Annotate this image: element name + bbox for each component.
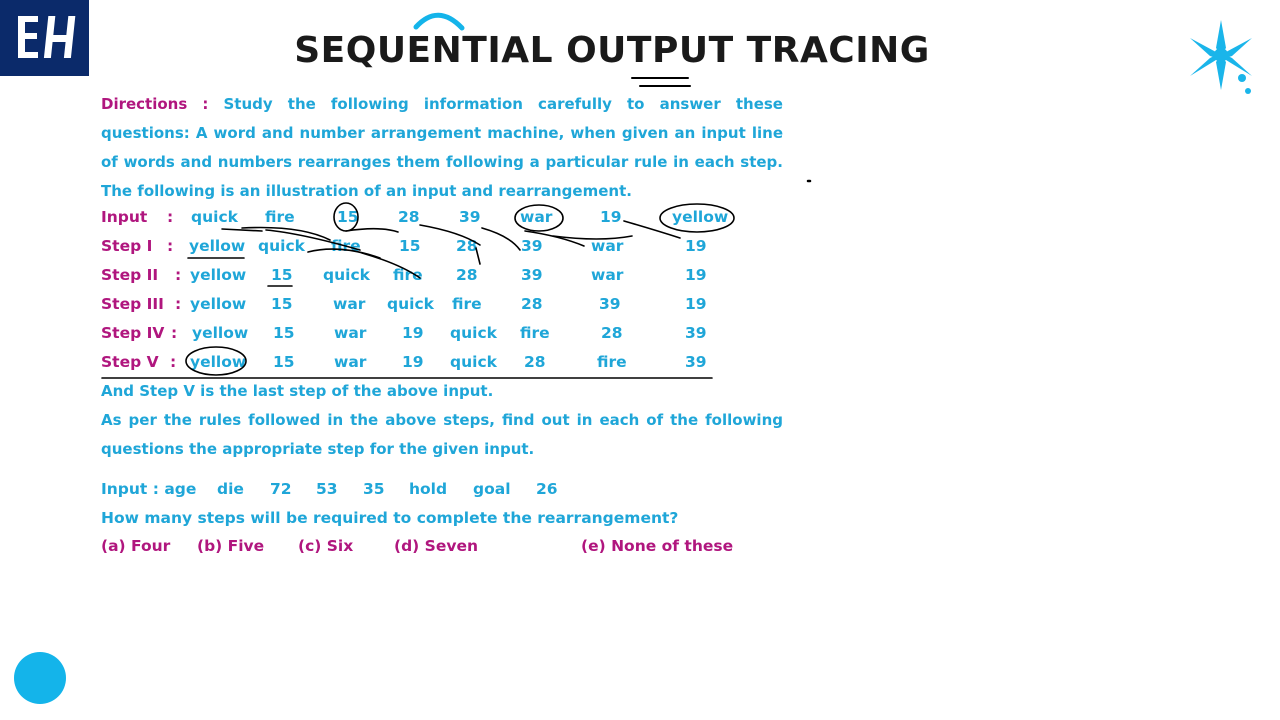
row-item: 15: [271, 295, 293, 313]
row-item: quick: [191, 208, 238, 226]
page-title: SEQUENTIAL OUTPUT TRACING: [294, 30, 930, 71]
row-separator: :: [167, 208, 174, 226]
row-item: war: [591, 266, 624, 284]
row-item: 28: [398, 208, 420, 226]
row-item: 19: [402, 324, 424, 342]
directions-text: Study the following information carefully to answer these questions: A word and number arrangement machine, when given an input line of words and numbers rearranges them following a particular rule in each step. The following is an illustration of an input and rearrangement.: [101, 95, 783, 200]
row-item: war: [334, 353, 367, 371]
directions-label: Directions :: [101, 95, 209, 113]
row-item: fire: [265, 208, 295, 226]
option-c: (c) Six: [298, 537, 354, 555]
question-input-item: 35: [363, 480, 385, 498]
row-item: war: [333, 295, 366, 313]
row-item: 39: [685, 324, 707, 342]
row-label: Step III: [101, 295, 164, 313]
row-separator: :: [170, 353, 177, 371]
row-item: 19: [685, 295, 707, 313]
question-text: How many steps will be required to complete the rearrangement?: [101, 509, 679, 527]
question-input-item: 53: [316, 480, 338, 498]
row-item: 28: [601, 324, 623, 342]
row-separator: :: [171, 324, 178, 342]
row-item: 28: [456, 266, 478, 284]
row-item: 15: [271, 266, 293, 284]
option-e: (e) None of these: [581, 537, 734, 555]
row-item: 19: [685, 266, 707, 284]
row-item: yellow: [192, 324, 249, 342]
row-item: quick: [450, 353, 497, 371]
row-label: Input: [101, 208, 148, 226]
option-d: (d) Seven: [394, 537, 478, 555]
row-item: fire: [393, 266, 423, 284]
row-item: yellow: [190, 295, 247, 313]
row-item: quick: [258, 237, 305, 255]
question-input-item: hold: [409, 480, 448, 498]
row-item: 28: [521, 295, 543, 313]
row-label: Step IV: [101, 324, 165, 342]
question-input-label: Input : age: [101, 480, 197, 498]
row-item: yellow: [189, 237, 246, 255]
question-input-item: 72: [270, 480, 292, 498]
row-item: quick: [387, 295, 434, 313]
row-item: 19: [600, 208, 622, 226]
question-input-item: 26: [536, 480, 558, 498]
option-b: (b) Five: [197, 537, 265, 555]
row-item: fire: [597, 353, 627, 371]
row-item: 28: [456, 237, 478, 255]
row-item: 19: [402, 353, 424, 371]
row-separator: :: [175, 266, 182, 284]
row-item: fire: [331, 237, 361, 255]
row-item: 19: [685, 237, 707, 255]
row-item: fire: [520, 324, 550, 342]
row-label: Step II: [101, 266, 159, 284]
option-a: (a) Four: [101, 537, 171, 555]
row-separator: :: [167, 237, 174, 255]
row-item: war: [520, 208, 553, 226]
row-item: 39: [599, 295, 621, 313]
question-input-item: goal: [473, 480, 511, 498]
row-item: yellow: [190, 266, 247, 284]
row-item: 15: [273, 324, 295, 342]
row-item: yellow: [190, 353, 247, 371]
rules-text: As per the rules followed in the above steps, find out in each of the following questions the appropriate step for the given input.: [101, 411, 783, 458]
row-item: fire: [452, 295, 482, 313]
row-label: Step V: [101, 353, 159, 371]
row-item: 15: [399, 237, 421, 255]
row-item: war: [591, 237, 624, 255]
row-separator: :: [175, 295, 182, 313]
row-item: 15: [337, 208, 359, 226]
row-item: 15: [273, 353, 295, 371]
row-label: Step I: [101, 237, 153, 255]
question-input-item: die: [217, 480, 244, 498]
row-item: 39: [459, 208, 481, 226]
row-item: quick: [323, 266, 370, 284]
last-step-text: And Step V is the last step of the above input.: [101, 382, 494, 400]
floating-action-button[interactable]: [14, 652, 66, 704]
row-item: yellow: [672, 208, 729, 226]
row-item: 28: [524, 353, 546, 371]
row-item: 39: [521, 266, 543, 284]
row-item: quick: [450, 324, 497, 342]
row-item: 39: [685, 353, 707, 371]
row-item: 39: [521, 237, 543, 255]
row-item: war: [334, 324, 367, 342]
